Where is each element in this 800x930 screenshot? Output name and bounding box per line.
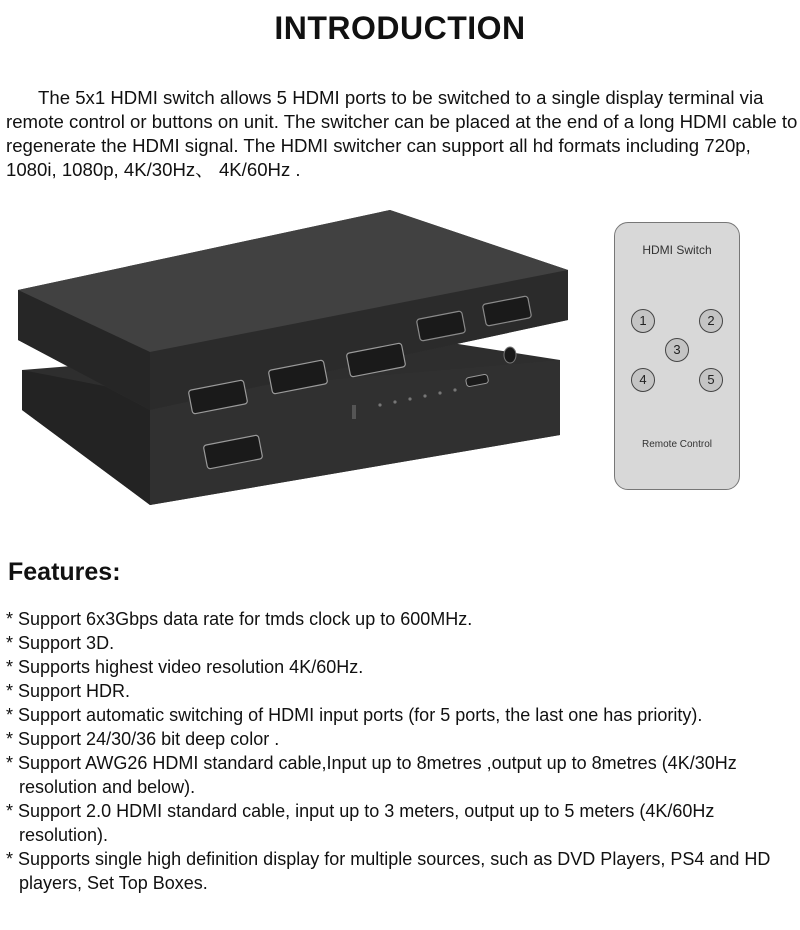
feature-item: * Support 2.0 HDMI standard cable, input up to 3 meters, output up to 5 meters (4K/60Hz resolution). [6,799,796,847]
remote-control [614,222,740,490]
remote-button-4: 4 [631,368,655,392]
feature-item: * Support 6x3Gbps data rate for tmds clock up to 600MHz. [6,607,796,631]
remote-button-3: 3 [665,338,689,362]
page-title: INTRODUCTION [274,10,526,46]
remote-label-top: HDMI Switch [642,243,712,257]
feature-item: * Supports highest video resolution 4K/60Hz. [6,655,796,679]
feature-item: * Support HDR. [6,679,796,703]
remote-button-5: 5 [699,368,723,392]
feature-item: * Support automatic switching of HDMI input ports (for 5 ports, the last one has priority). [6,703,796,727]
feature-item: * Supports single high definition display for multiple sources, such as DVD Players, PS4 and HD players, Set Top Boxes. [6,847,796,895]
feature-item: * Support 3D. [6,631,796,655]
remote-button-1: 1 [631,309,655,333]
features-list [6,607,796,895]
intro-text [6,86,798,182]
remote-button-2: 2 [699,309,723,333]
feature-item: * Support AWG26 HDMI standard cable,Input up to 8metres ,output up to 8metres (4K/30Hz resolution and below). [6,751,796,799]
feature-item: * Support 24/30/36 bit deep color . [6,727,796,751]
features-heading: Features: [8,558,121,586]
intro-paragraph: The 5x1 HDMI switch allows 5 HDMI ports to be switched to a single display terminal via remote control or buttons on unit. The switcher can be placed at the end of a long HDMI cable to regenerate the HDMI signal. The HDMI switcher can support all hd formats including 720p, 1080i, 1080p, 4K/30Hz、 4K/60Hz . [6,87,798,180]
product-images [0,200,800,540]
remote-label-bottom: Remote Control [641,439,713,450]
